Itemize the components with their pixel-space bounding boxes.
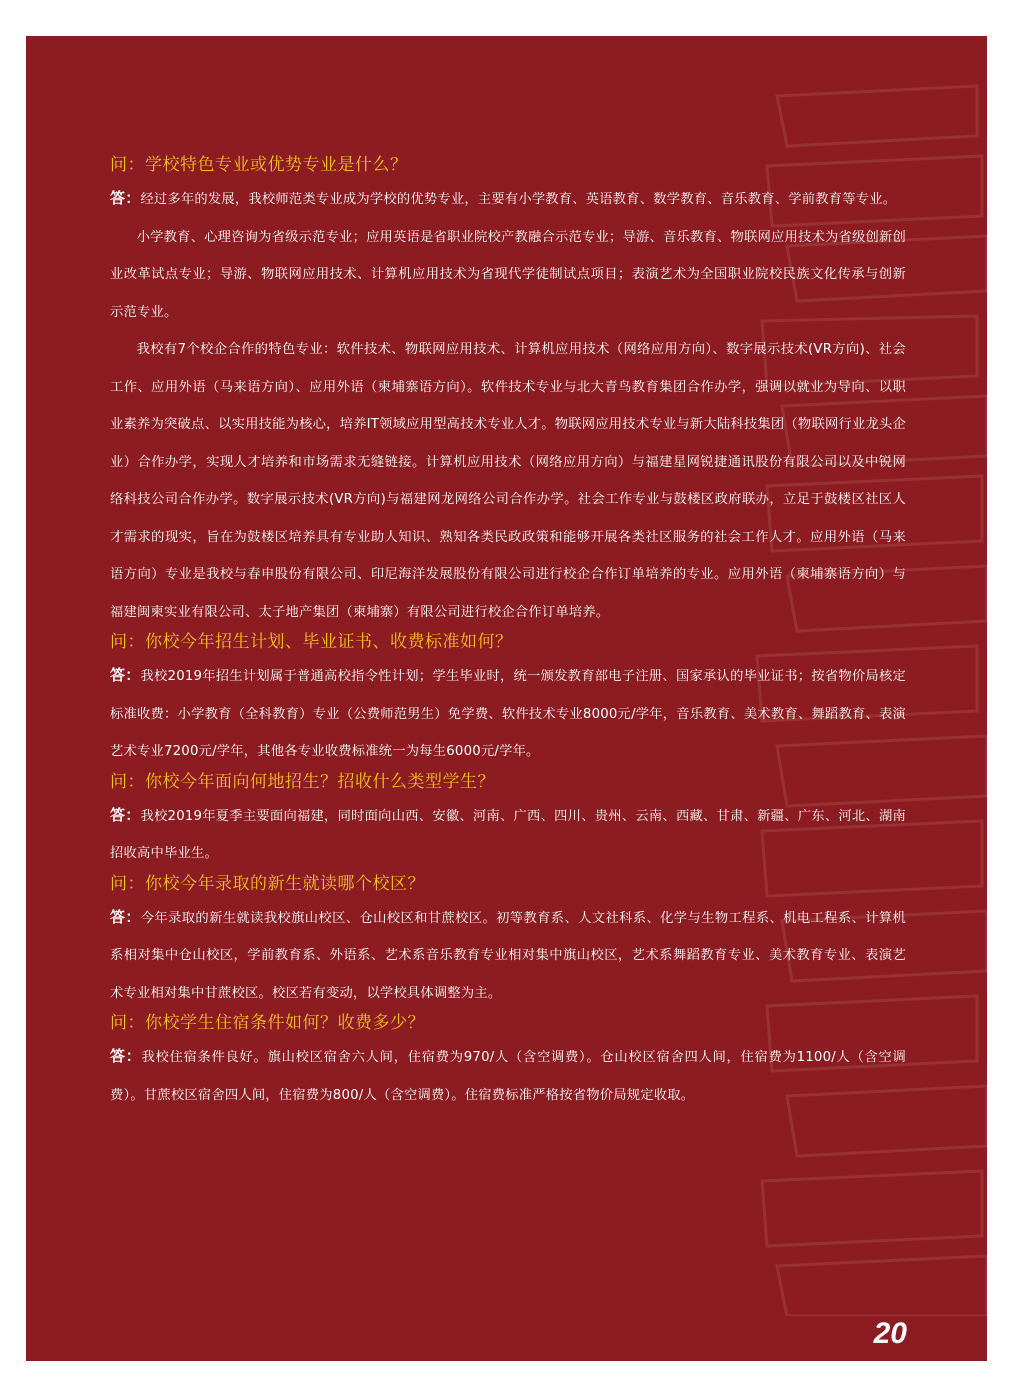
answer-label: 答： (110, 907, 141, 926)
faq-answer (110, 1038, 906, 1114)
faq-content (110, 154, 906, 1114)
answer-text: 我校2019年夏季主要面向福建，同时面向山西、安徽、河南、广西、四川、贵州、云南、西藏、甘肃、新疆、广东、河北、湖南招收高中毕业生。 (110, 808, 906, 861)
faq-section (110, 873, 906, 1013)
faq-answer (110, 899, 906, 1013)
answer-text: 我校2019年招生计划属于普通高校指令性计划；学生毕业时，统一颁发教育部电子注册、国家承认的毕业证书；按省物价局核定标准收费：小学教育（全科教育）专业（公费师范男生）免学费、软件技术专业8000元/学年，音乐教育、美术教育、舞蹈教育、表演艺术专业7200元/学年，其他各专业收费标准统一为每生6000元/学年。 (110, 669, 906, 759)
answer-text: 我校住宿条件良好。旗山校区宿舍六人间，住宿费为970/人（含空调费）。仓山校区宿舍四人间，住宿费为1100/人（含空调费）。甘蔗校区宿舍四人间，住宿费为800/人（含空调费）。住宿费标准严格按省物价局规定收取。 (110, 1050, 906, 1103)
faq-section (110, 631, 906, 771)
faq-answer (110, 180, 906, 219)
faq-question: 问：你校今年面向何地招生？招收什么类型学生？ (110, 771, 495, 792)
answer-paragraph: 小学教育、心理咨询为省级示范专业；应用英语是省职业院校产教融合示范专业；导游、音乐教育、物联网应用技术为省级创新创业改革试点专业；导游、物联网应用技术、计算机应用技术为省现代学徒制试点项目；表演艺术为全国职业院校民族文化传承与创新示范专业。 (110, 229, 906, 320)
faq-section (110, 1012, 906, 1114)
faq-section (110, 154, 906, 631)
answer-label: 答： (110, 666, 141, 684)
faq-question: 问：你校学生住宿条件如何？收费多少？ (110, 1013, 425, 1033)
faq-answer (110, 657, 906, 771)
faq-question: 问：你校今年录取的新生就读哪个校区？ (110, 873, 425, 894)
answer-label: 答： (110, 805, 141, 824)
answer-label: 答： (110, 1047, 142, 1065)
faq-question: 问：你校今年招生计划、毕业证书、收费标准如何？ (110, 632, 513, 652)
answer-label: 答： (110, 189, 141, 207)
page-number: 20 (873, 1317, 907, 1350)
faq-question: 问：学校特色专业或优势专业是什么？ (110, 155, 408, 175)
page-panel (26, 36, 987, 1361)
faq-section (110, 771, 906, 873)
faq-answer (110, 797, 906, 873)
answer-text: 经过多年的发展，我校师范类专业成为学校的优势专业，主要有小学教育、英语教育、数学教育、音乐教育、学前教育等专业。 (140, 192, 897, 207)
answer-paragraph: 我校有7个校企合作的特色专业：软件技术、物联网应用技术、计算机应用技术（网络应用方向）、数字展示技术(VR方向)、社会工作、应用外语（马来语方向）、应用外语（柬埔寨语方向）。软件技术专业与北大青鸟教育集团合作办学，强调以就业为导向、以职业素养为突破点、以实用技能为核心，培养IT领域应用型高技术专业人才。物联网应用技术专业与新大陆科技集团（物联网行业龙头企业）合作办学，实现人才培养和市场需求无缝链接。计算机应用技术（网络应用方向）与福建星网锐捷通讯股份有限公司以及中锐网络科技公司合作办学。数字展示技术(VR方向)与福建网龙网络公司合作办学。社会工作专业与鼓楼区政府联办，立足于鼓楼区社区人才需求的现实，旨在为鼓楼区培养具有专业助人知识、熟知各类民政政策和能够开展各类社区服务的社会工作人才。应用外语（马来语方向）专业是我校与春申股份有限公司、印尼海洋发展股份有限公司进行校企合作订单培养的专业。应用外语（柬埔寨语方向）与福建闽柬实业有限公司、太子地产集团（柬埔寨）有限公司进行校企合作订单培养。 (110, 342, 906, 620)
answer-text: 今年录取的新生就读我校旗山校区、仓山校区和甘蔗校区。初等教育系、人文社科系、化学与生物工程系、机电工程系、计算机系相对集中仓山校区，学前教育系、外语系、艺术系音乐教育专业相对集中旗山校区，艺术系舞蹈教育专业、美术教育专业、表演艺术专业相对集中甘蔗校区。校区若有变动，以学校具体调整为主。 (110, 910, 906, 1001)
